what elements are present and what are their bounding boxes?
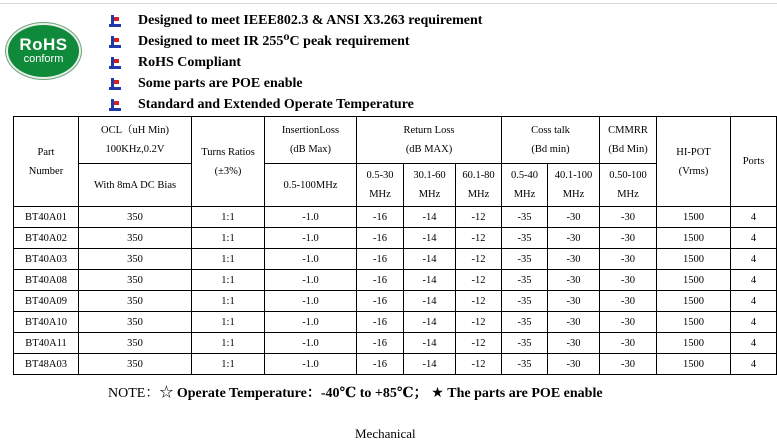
cell-return-loss-1: -16 <box>357 270 404 291</box>
flag-bullet-icon <box>108 35 122 49</box>
cell-return-loss-3: -12 <box>456 354 502 375</box>
cell-cross-talk-1: -35 <box>502 333 548 354</box>
cell-return-loss-3: -12 <box>456 207 502 228</box>
cell-cmmrr: -30 <box>600 270 657 291</box>
table-row <box>14 228 777 249</box>
cell-return-loss-2: -14 <box>404 291 456 312</box>
cell-return-loss-1: -16 <box>357 312 404 333</box>
flag-bullet-icon <box>108 77 122 91</box>
cell-ports: 4 <box>731 207 777 228</box>
header-cross-talk-freq-1: 0.5-40 MHz <box>502 164 548 207</box>
cell-hipot: 1500 <box>657 270 731 291</box>
cell-ocl: 350 <box>79 270 192 291</box>
cell-ocl: 350 <box>79 207 192 228</box>
cell-return-loss-1: -16 <box>357 228 404 249</box>
cell-turns-ratio: 1:1 <box>192 249 265 270</box>
header-cross-talk: Coss talk (Bd min) <box>502 117 600 164</box>
cell-ports: 4 <box>731 333 777 354</box>
cell-insertion-loss: -1.0 <box>265 228 357 249</box>
cell-ocl: 350 <box>79 249 192 270</box>
cell-insertion-loss: -1.0 <box>265 291 357 312</box>
spec-table-body <box>14 207 777 375</box>
cell-turns-ratio: 1:1 <box>192 270 265 291</box>
table-row <box>14 312 777 333</box>
header-return-loss-freq-2: 30.1-60 MHz <box>404 164 456 207</box>
feature-item <box>108 73 482 94</box>
cell-hipot: 1500 <box>657 312 731 333</box>
rohs-logo <box>6 23 81 79</box>
cell-return-loss-3: -12 <box>456 249 502 270</box>
cell-insertion-loss: -1.0 <box>265 333 357 354</box>
cell-turns-ratio: 1:1 <box>192 333 265 354</box>
header-cmmrr-freq: 0.50-100 MHz <box>600 164 657 207</box>
header-part-number: Part Number <box>14 117 79 207</box>
header-return-loss: Return Loss (dB MAX) <box>357 117 502 164</box>
feature-text: Designed to meet IR 255⁰C peak requirement <box>138 34 410 49</box>
cell-turns-ratio: 1:1 <box>192 291 265 312</box>
flag-bullet-icon <box>108 98 122 112</box>
cell-turns-ratio: 1:1 <box>192 354 265 375</box>
cell-ports: 4 <box>731 354 777 375</box>
rohs-logo-subtitle: conform <box>23 53 64 65</box>
spec-table <box>13 116 777 375</box>
cell-return-loss-1: -16 <box>357 207 404 228</box>
cell-return-loss-1: -16 <box>357 249 404 270</box>
header-hipot: HI-POT (Vrms) <box>657 117 731 207</box>
cell-insertion-loss: -1.0 <box>265 312 357 333</box>
cell-insertion-loss: -1.0 <box>265 354 357 375</box>
feature-text: Designed to meet IEEE802.3 & ANSI X3.263 requirement <box>138 12 483 28</box>
cell-cross-talk-1: -35 <box>502 249 548 270</box>
cell-return-loss-2: -14 <box>404 354 456 375</box>
table-row <box>14 291 777 312</box>
cell-ocl: 350 <box>79 354 192 375</box>
cell-return-loss-2: -14 <box>404 312 456 333</box>
header-return-loss-freq-1: 0.5-30 MHz <box>357 164 404 207</box>
cell-cross-talk-1: -35 <box>502 270 548 291</box>
cell-insertion-loss: -1.0 <box>265 207 357 228</box>
cell-part-number: BT40A09 <box>14 291 79 312</box>
cell-return-loss-2: -14 <box>404 333 456 354</box>
cell-return-loss-3: -12 <box>456 228 502 249</box>
cell-cross-talk-2: -30 <box>548 207 600 228</box>
feature-text: Standard and Extended Operate Temperature <box>138 96 414 112</box>
header-insertion-loss: InsertionLoss (dB Max) <box>265 117 357 164</box>
cell-return-loss-2: -14 <box>404 207 456 228</box>
cell-return-loss-2: -14 <box>404 228 456 249</box>
cell-insertion-loss: -1.0 <box>265 249 357 270</box>
header-ports: Ports <box>731 117 777 207</box>
cell-cross-talk-1: -35 <box>502 312 548 333</box>
cell-cross-talk-2: -30 <box>548 312 600 333</box>
cell-cross-talk-1: -35 <box>502 291 548 312</box>
cell-cross-talk-1: -35 <box>502 228 548 249</box>
cell-cmmrr: -30 <box>600 354 657 375</box>
table-row <box>14 270 777 291</box>
feature-item <box>108 10 482 31</box>
header-cmmrr: CMMRR (Bd Min) <box>600 117 657 164</box>
cell-ocl: 350 <box>79 291 192 312</box>
table-row <box>14 207 777 228</box>
feature-item <box>108 52 482 73</box>
cell-cross-talk-1: -35 <box>502 207 548 228</box>
cell-return-loss-3: -12 <box>456 333 502 354</box>
cell-cmmrr: -30 <box>600 312 657 333</box>
top-divider <box>0 3 777 4</box>
cell-part-number: BT40A11 <box>14 333 79 354</box>
cell-ocl: 350 <box>79 312 192 333</box>
cell-cross-talk-2: -30 <box>548 333 600 354</box>
feature-item <box>108 31 482 52</box>
rohs-logo-title: RoHS <box>19 35 68 54</box>
feature-text: RoHS Compliant <box>138 54 242 70</box>
cell-cross-talk-2: -30 <box>548 249 600 270</box>
cell-cross-talk-2: -30 <box>548 291 600 312</box>
note-temperature: Operate Temperature：-40℃ to +85℃； <box>176 386 428 401</box>
cell-part-number: BT48A03 <box>14 354 79 375</box>
cell-ports: 4 <box>731 270 777 291</box>
cell-ocl: 350 <box>79 228 192 249</box>
cell-cross-talk-2: -30 <box>548 228 600 249</box>
cell-hipot: 1500 <box>657 228 731 249</box>
cell-cross-talk-1: -35 <box>502 354 548 375</box>
feature-text: Some parts are POE enable <box>138 75 303 91</box>
table-row <box>14 249 777 270</box>
mechanical-heading: Mechanical <box>355 426 416 441</box>
cell-part-number: BT40A10 <box>14 312 79 333</box>
open-star-icon: ☆ <box>159 386 174 401</box>
cell-cmmrr: -30 <box>600 333 657 354</box>
filled-star-icon: ★ <box>431 386 444 401</box>
cell-cross-talk-2: -30 <box>548 270 600 291</box>
note-prefix: NOTE： <box>108 386 160 401</box>
flag-bullet-icon <box>108 56 122 70</box>
table-row <box>14 354 777 375</box>
cell-cmmrr: -30 <box>600 291 657 312</box>
cell-hipot: 1500 <box>657 207 731 228</box>
header-insertion-loss-freq: 0.5-100MHz <box>265 164 357 207</box>
cell-cmmrr: -30 <box>600 207 657 228</box>
cell-return-loss-3: -12 <box>456 312 502 333</box>
cell-turns-ratio: 1:1 <box>192 228 265 249</box>
cell-turns-ratio: 1:1 <box>192 207 265 228</box>
cell-turns-ratio: 1:1 <box>192 312 265 333</box>
header-ocl-bias: With 8mA DC Bias <box>79 164 192 207</box>
note-poe: The parts are POE enable <box>447 386 603 401</box>
cell-return-loss-2: -14 <box>404 249 456 270</box>
cell-part-number: BT40A08 <box>14 270 79 291</box>
note-line <box>108 382 603 402</box>
cell-hipot: 1500 <box>657 354 731 375</box>
cell-part-number: BT40A03 <box>14 249 79 270</box>
table-row <box>14 333 777 354</box>
cell-ports: 4 <box>731 312 777 333</box>
flag-bullet-icon <box>108 14 122 28</box>
feature-item <box>108 94 482 115</box>
cell-return-loss-2: -14 <box>404 270 456 291</box>
cell-return-loss-1: -16 <box>357 291 404 312</box>
feature-list <box>108 10 482 115</box>
cell-part-number: BT40A01 <box>14 207 79 228</box>
cell-return-loss-3: -12 <box>456 291 502 312</box>
cell-return-loss-1: -16 <box>357 333 404 354</box>
header-turns-ratio: Turns Ratios (±3%) <box>192 117 265 207</box>
cell-hipot: 1500 <box>657 291 731 312</box>
cell-cmmrr: -30 <box>600 228 657 249</box>
header-cross-talk-freq-2: 40.1-100 MHz <box>548 164 600 207</box>
cell-cross-talk-2: -30 <box>548 354 600 375</box>
cell-ocl: 350 <box>79 333 192 354</box>
cell-cmmrr: -30 <box>600 249 657 270</box>
cell-return-loss-1: -16 <box>357 354 404 375</box>
cell-hipot: 1500 <box>657 333 731 354</box>
header-ocl: OCL（uH Min) 100KHz,0.2V <box>79 117 192 164</box>
cell-insertion-loss: -1.0 <box>265 270 357 291</box>
cell-hipot: 1500 <box>657 249 731 270</box>
cell-return-loss-3: -12 <box>456 270 502 291</box>
cell-ports: 4 <box>731 249 777 270</box>
cell-ports: 4 <box>731 228 777 249</box>
cell-part-number: BT40A02 <box>14 228 79 249</box>
cell-ports: 4 <box>731 291 777 312</box>
header-return-loss-freq-3: 60.1-80 MHz <box>456 164 502 207</box>
